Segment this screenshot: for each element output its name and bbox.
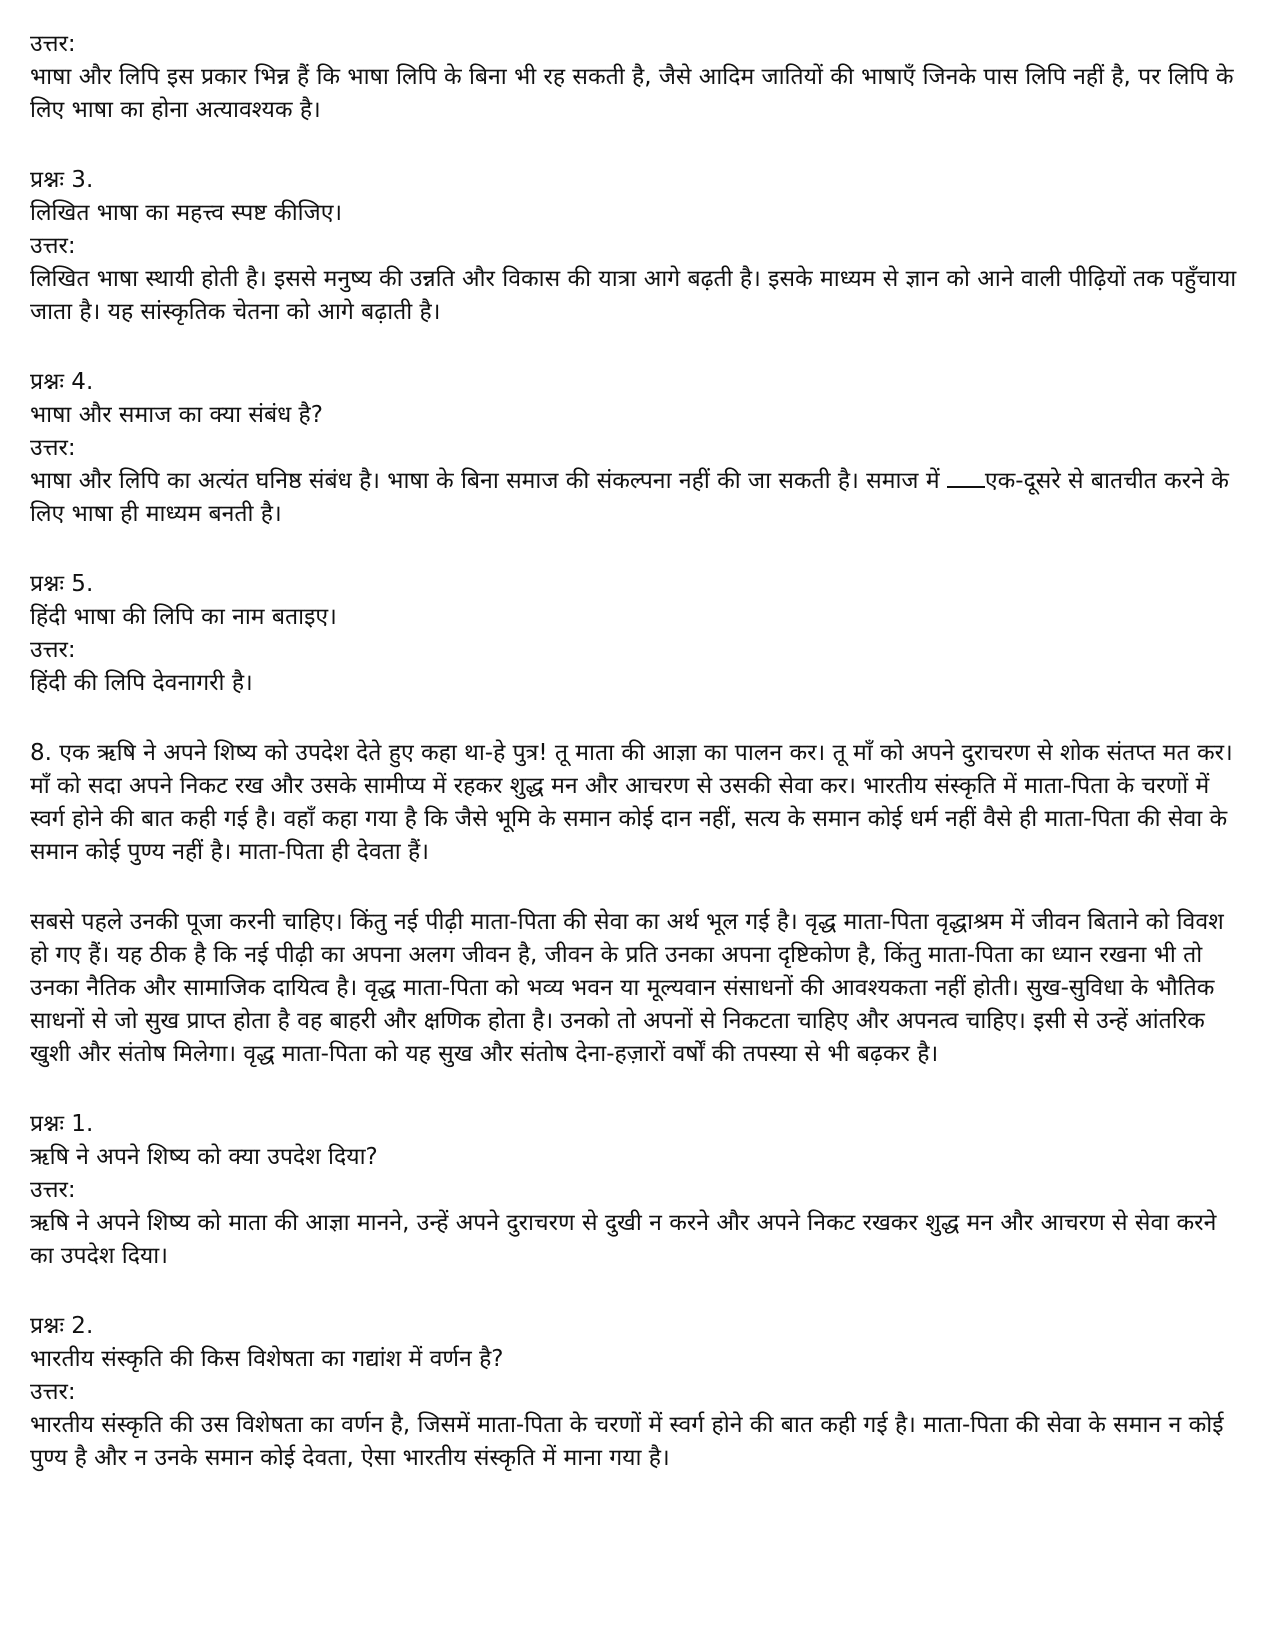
question-3-block: [30, 164, 1245, 329]
answer-text: लिखित भाषा स्थायी होती है। इससे मनुष्य की उन्नति और विकास की यात्रा आगे बढ़ती है। इसके माध्यम से ज्ञान को आने वाली पीढ़ियों तक पहुँचाया जाता है। यह सांस्कृतिक चेतना को आगे बढ़ाती है।: [30, 266, 1237, 325]
answer-text: भाषा और लिपि इस प्रकार भिन्न हैं कि भाषा लिपि के बिना भी रह सकती है, जैसे आदिम जातियों की भाषाएँ जिनके पास लिपि नहीं है, पर लिपि के लिए भाषा का होना अत्यावश्यक है।: [30, 64, 1234, 123]
passage-paragraph-1: 8. एक ऋषि ने अपने शिष्य को उपदेश देते हुए कहा था-हे पुत्र! तू माता की आज्ञा का पालन कर। तू माँ को अपने दुराचरण से शोक संतप्त मत कर। माँ को सदा अपने निकट रख और उसके सामीप्य में रहकर शुद्ध मन और आचरण से उसकी सेवा कर। भारतीय संस्कृति में माता-पिता के चरणों में स्वर्ग होने की बात कही गई है। वहाँ कहा गया है कि जैसे भूमि के समान कोई दान नहीं, सत्य के समान कोई धर्म नहीं वैसे ही माता-पिता की सेवा के समान कोई पुण्य नहीं है। माता-पिता ही देवता हैं।: [30, 740, 1233, 865]
answer-block-1: [30, 28, 1245, 127]
spacer: [30, 127, 1245, 164]
passage-question-2-block: [30, 1310, 1245, 1475]
answer-label: उत्तर:: [30, 1379, 76, 1405]
question-text: ऋषि ने अपने शिष्य को क्या उपदेश दिया?: [30, 1144, 378, 1170]
answer-label: उत्तर:: [30, 31, 76, 57]
answer-text: [30, 465, 1245, 531]
question-text: भारतीय संस्कृति की किस विशेषता का गद्यांश में वर्णन है?: [30, 1346, 504, 1372]
spacer: [30, 531, 1245, 568]
passage-8: [30, 737, 1245, 1071]
spacer: [30, 700, 1245, 737]
passage-paragraph-2: सबसे पहले उनकी पूजा करनी चाहिए। किंतु नई पीढ़ी माता-पिता की सेवा का अर्थ भूल गई है। वृद्ध माता-पिता वृद्धाश्रम में जीवन बिताने को विवश हो गए हैं। यह ठीक है कि नई पीढ़ी का अपना अलग जीवन है, जीवन के प्रति उनका अपना दृष्टिकोण है, किंतु माता-पिता का ध्यान रखना भी तो उनका नैतिक और सामाजिक दायित्व है। वृद्ध माता-पिता को भव्य भवन या मूल्यवान संसाधनों की आवश्यकता नहीं होती। सुख-सुविधा के भौतिक साधनों से जो सुख प्राप्त होता है वह बाहरी और क्षणिक होता है। उनको तो अपनों से निकटता चाहिए और अपनत्व चाहिए। इसी से उन्हें आंतरिक खुशी और संतोष मिलेगा। वृद्ध माता-पिता को यह सुख और संतोष देना-हज़ारों वर्षों की तपस्या से भी बढ़कर है।: [30, 909, 1224, 1067]
answer-text-part-2: एक-दूसरे से बातचीत करने के लिए भाषा ही माध्यम बनती है।: [30, 468, 1229, 527]
answer-text: ऋषि ने अपने शिष्य को माता की आज्ञा मानने, उन्हें अपने दुराचरण से दुखी न करने और अपने निकट रखकर शुद्ध मन और आचरण से सेवा करने का उपदेश दिया।: [30, 1210, 1217, 1269]
question-4-block: [30, 366, 1245, 531]
passage-question-1-block: [30, 1108, 1245, 1273]
answer-text: हिंदी की लिपि देवनागरी है।: [30, 670, 253, 696]
spacer: [30, 1273, 1245, 1310]
answer-text-part-1: भाषा और लिपि का अत्यंत घनिष्ठ संबंध है। भाषा के बिना समाज की संकल्पना नहीं की जा सकती है। समाज में: [30, 468, 947, 494]
question-5-block: [30, 568, 1245, 700]
question-number: प्रश्नः 1.: [30, 1111, 94, 1137]
answer-text: भारतीय संस्कृति की उस विशेषता का वर्णन है, जिसमें माता-पिता के चरणों में स्वर्ग होने की बात कही गई है। माता-पिता की सेवा के समान न कोई पुण्य है और न उनके समान कोई देवता, ऐसा भारतीय संस्कृति में माना गया है।: [30, 1412, 1224, 1471]
question-number: प्रश्नः 3.: [30, 167, 94, 193]
fill-in-blank: [947, 466, 985, 488]
answer-label: उत्तर:: [30, 233, 76, 259]
question-number: प्रश्नः 5.: [30, 571, 94, 597]
answer-label: उत्तर:: [30, 1177, 76, 1203]
question-text: भाषा और समाज का क्या संबंध है?: [30, 402, 323, 428]
document-page: [30, 28, 1245, 1475]
question-text: लिखित भाषा का महत्त्व स्पष्ट कीजिए।: [30, 200, 343, 226]
question-text: हिंदी भाषा की लिपि का नाम बताइए।: [30, 604, 337, 630]
spacer: [30, 869, 1245, 906]
answer-label: उत्तर:: [30, 637, 76, 663]
spacer: [30, 329, 1245, 366]
spacer: [30, 1071, 1245, 1108]
answer-label: उत्तर:: [30, 435, 76, 461]
question-number: प्रश्नः 4.: [30, 369, 94, 395]
question-number: प्रश्नः 2.: [30, 1313, 94, 1339]
